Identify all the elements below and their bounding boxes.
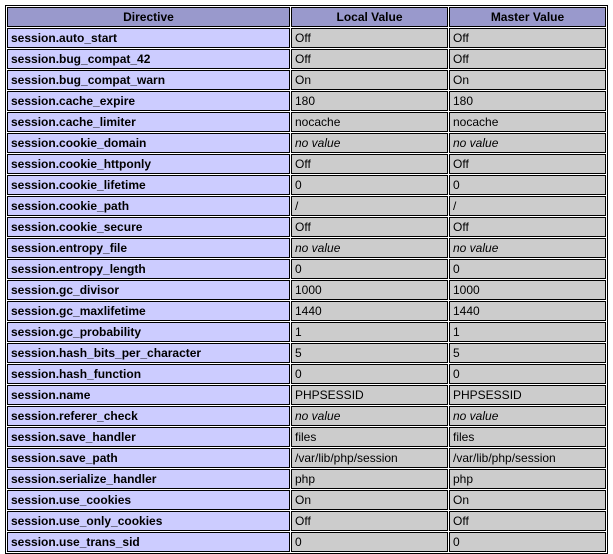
table-row — [7, 112, 606, 132]
master-value-cell: 0 — [449, 364, 606, 384]
local-value-cell: 180 — [291, 91, 448, 111]
local-value-cell: files — [291, 427, 448, 447]
table-row — [7, 532, 606, 552]
column-header-local-value: Local Value — [291, 7, 448, 27]
directive-name-cell: session.cookie_lifetime — [7, 175, 290, 195]
directive-name-cell: session.gc_divisor — [7, 280, 290, 300]
master-value-cell: / — [449, 196, 606, 216]
master-value-cell: 5 — [449, 343, 606, 363]
master-value-cell: 180 — [449, 91, 606, 111]
table-row — [7, 385, 606, 405]
directive-name-cell: session.cookie_httponly — [7, 154, 290, 174]
master-value-cell: On — [449, 490, 606, 510]
local-value-cell: 0 — [291, 532, 448, 552]
directive-name-cell: session.hash_function — [7, 364, 290, 384]
local-value-cell: Off — [291, 217, 448, 237]
master-value-cell: no value — [449, 406, 606, 426]
master-value-cell: files — [449, 427, 606, 447]
table-row — [7, 49, 606, 69]
directive-name-cell: session.use_only_cookies — [7, 511, 290, 531]
directive-name-cell: session.cache_limiter — [7, 112, 290, 132]
master-value-cell: 0 — [449, 259, 606, 279]
table-row — [7, 490, 606, 510]
column-header-directive: Directive — [7, 7, 290, 27]
table-row — [7, 70, 606, 90]
table-row — [7, 154, 606, 174]
table-row — [7, 217, 606, 237]
directive-name-cell: session.hash_bits_per_character — [7, 343, 290, 363]
table-row — [7, 364, 606, 384]
local-value-cell: no value — [291, 133, 448, 153]
local-value-cell: 0 — [291, 364, 448, 384]
directive-name-cell: session.auto_start — [7, 28, 290, 48]
master-value-cell: 1440 — [449, 301, 606, 321]
master-value-cell: Off — [449, 28, 606, 48]
local-value-cell: php — [291, 469, 448, 489]
master-value-cell: 0 — [449, 532, 606, 552]
master-value-cell: Off — [449, 154, 606, 174]
table-row — [7, 280, 606, 300]
table-row — [7, 238, 606, 258]
directive-name-cell: session.cache_expire — [7, 91, 290, 111]
local-value-cell: Off — [291, 49, 448, 69]
local-value-cell: Off — [291, 28, 448, 48]
table-row — [7, 301, 606, 321]
master-value-cell: no value — [449, 238, 606, 258]
directive-name-cell: session.cookie_domain — [7, 133, 290, 153]
master-value-cell: PHPSESSID — [449, 385, 606, 405]
local-value-cell: no value — [291, 406, 448, 426]
local-value-cell: 0 — [291, 175, 448, 195]
table-header-row — [7, 7, 606, 27]
directive-name-cell: session.save_handler — [7, 427, 290, 447]
directive-name-cell: session.use_trans_sid — [7, 532, 290, 552]
table-row — [7, 28, 606, 48]
master-value-cell: nocache — [449, 112, 606, 132]
local-value-cell: PHPSESSID — [291, 385, 448, 405]
local-value-cell: / — [291, 196, 448, 216]
local-value-cell: /var/lib/php/session — [291, 448, 448, 468]
directive-name-cell: session.entropy_file — [7, 238, 290, 258]
table-row — [7, 196, 606, 216]
table-row — [7, 259, 606, 279]
table-row — [7, 175, 606, 195]
session-config-table — [5, 5, 608, 554]
master-value-cell: no value — [449, 133, 606, 153]
local-value-cell: On — [291, 490, 448, 510]
directive-name-cell: session.entropy_length — [7, 259, 290, 279]
directive-name-cell: session.cookie_secure — [7, 217, 290, 237]
master-value-cell: 1000 — [449, 280, 606, 300]
directive-name-cell: session.serialize_handler — [7, 469, 290, 489]
directive-name-cell: session.use_cookies — [7, 490, 290, 510]
local-value-cell: nocache — [291, 112, 448, 132]
table-row — [7, 511, 606, 531]
directive-name-cell: session.referer_check — [7, 406, 290, 426]
directive-name-cell: session.bug_compat_warn — [7, 70, 290, 90]
table-row — [7, 469, 606, 489]
master-value-cell: /var/lib/php/session — [449, 448, 606, 468]
master-value-cell: Off — [449, 511, 606, 531]
master-value-cell: 1 — [449, 322, 606, 342]
session-config-panel — [5, 5, 608, 554]
directive-name-cell: session.bug_compat_42 — [7, 49, 290, 69]
master-value-cell: Off — [449, 49, 606, 69]
table-row — [7, 322, 606, 342]
table-row — [7, 133, 606, 153]
local-value-cell: 1000 — [291, 280, 448, 300]
table-row — [7, 343, 606, 363]
local-value-cell: On — [291, 70, 448, 90]
local-value-cell: 1440 — [291, 301, 448, 321]
directive-name-cell: session.cookie_path — [7, 196, 290, 216]
directive-name-cell: session.save_path — [7, 448, 290, 468]
column-header-master-value: Master Value — [449, 7, 606, 27]
table-row — [7, 91, 606, 111]
master-value-cell: On — [449, 70, 606, 90]
local-value-cell: 0 — [291, 259, 448, 279]
table-row — [7, 427, 606, 447]
master-value-cell: 0 — [449, 175, 606, 195]
local-value-cell: 5 — [291, 343, 448, 363]
local-value-cell: no value — [291, 238, 448, 258]
local-value-cell: 1 — [291, 322, 448, 342]
table-row — [7, 448, 606, 468]
local-value-cell: Off — [291, 154, 448, 174]
master-value-cell: php — [449, 469, 606, 489]
table-row — [7, 406, 606, 426]
directive-name-cell: session.name — [7, 385, 290, 405]
master-value-cell: Off — [449, 217, 606, 237]
local-value-cell: Off — [291, 511, 448, 531]
directive-name-cell: session.gc_maxlifetime — [7, 301, 290, 321]
table-body — [7, 28, 606, 552]
directive-name-cell: session.gc_probability — [7, 322, 290, 342]
